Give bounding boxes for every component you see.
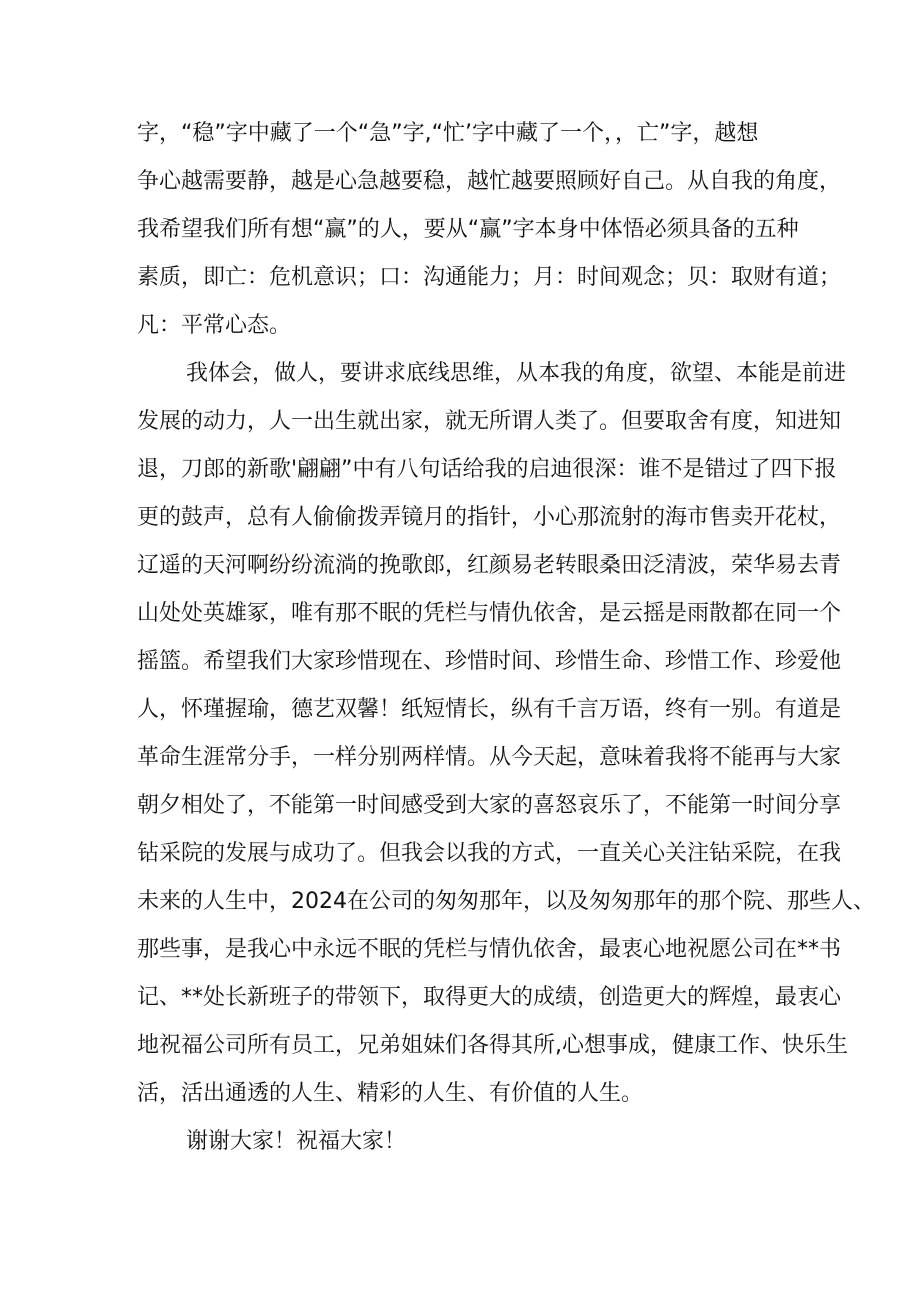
text-line: 字，“稳”字中藏了一个“急”字,“忙’字中藏了一个，，亡”字，越想 [137,121,759,146]
text-line: 退，刀郎的新歌'翩翩”中有八句话给我的启迪很深：谁不是错过了四下报 [137,457,837,482]
text-line: 更的鼓声，总有人偷偷拨弄镜月的指针，小心那流射的海市售卖开花杖， [137,505,842,530]
text-line: 未来的人生中，2024在公司的匆匆那年，以及匆匆那年的那个院、那些人、 [137,889,875,914]
text-line: 地祝福公司所有员工，兄弟姐妹们各得其所,心想事成，健康工作、快乐生 [137,1033,848,1058]
text-line: 辽遥的天河啊纷纷流淌的挽歌郎，红颜易老转眼桑田泛清波，荣华易去青 [137,553,842,578]
text-line: 革命生涯常分手，一样分别两样情。从今天起，意味着我将不能再与大家 [137,745,842,770]
text-line: 山处处英雄冢，唯有那不眠的凭栏与情仇依舍，是云摇是雨散都在同一个 [137,601,842,626]
text-line: 摇篮。希望我们大家珍惜现在、珍惜时间、珍惜生命、珍惜工作、珍爱他 [137,649,842,674]
text-line: 朝夕相处了，不能第一时间感受到大家的喜怒哀乐了，不能第一时间分享 [137,793,842,818]
closing-line: 谢谢大家！祝福大家！ [186,1129,407,1154]
text-line: 活，活出通透的人生、精彩的人生、有价值的人生。 [137,1081,644,1106]
text-line: 那些事，是我心中永远不眠的凭栏与情仇依舍，最衷心地祝愿公司在**书 [137,937,842,962]
text-line: 争心越需要静，越是心急越要稳，越忙越要照顾好自己。从自我的角度， [137,169,842,194]
text-line: 人，怀瑾握瑜，德艺双馨！纸短情长，纵有千言万语，终有一别。有道是 [137,697,842,722]
text-line: 发展的动力，人一出生就出家，就无所谓人类了。但要取舍有度，知进知 [137,409,842,434]
text-line: 记、**处长新班子的带领下，取得更大的成绩，创造更大的辉煌，最衷心 [137,985,842,1010]
text-line: 钻采院的发展与成功了。但我会以我的方式，一直关心关注钻采院，在我 [137,841,842,866]
text-line: 凡：平常心态。 [137,313,292,338]
text-line: 素质，即亡：危机意识；口：沟通能力；月：时间观念；贝：取财有道； [137,265,842,290]
text-line: 我希望我们所有想“赢”的人，要从“赢”字本身中体悟必须具备的五种 [137,217,799,242]
paragraph-start-line: 我体会，做人，要讲求底线思维，从本我的角度，欲望、本能是前进 [186,361,847,386]
